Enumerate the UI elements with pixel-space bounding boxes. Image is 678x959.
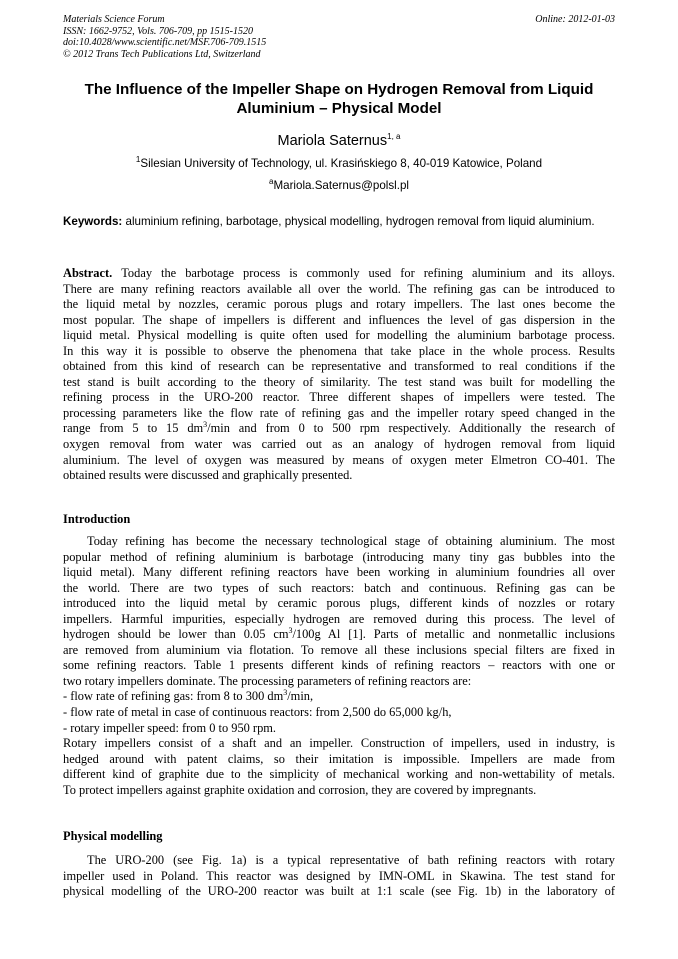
text-line: refining process in the URO-200 reactor. Three different shapes of impellers were tested. The	[63, 390, 615, 405]
physical-modelling-body	[63, 853, 615, 900]
text-line: obtained from this kind of research can be representative and transformed to real conditions if the	[63, 359, 615, 374]
text-line: the liquid metal by nozzles, ceramic porous plugs and rotary impellers. The last ones become the	[63, 297, 615, 312]
text-line: In this way it is possible to observe the phenomena that take place in the whole process. Results	[63, 343, 615, 358]
text-line: oxygen removal from water was carried out as an analogy of hydrogen removal from liquid	[63, 437, 615, 452]
text-line: introduced into the liquid metal by ceramic porous plugs, different kinds of nozzles or rotary	[63, 596, 615, 611]
text-line: Abstract. Today the barbotage process is commonly used for refining aluminium and its alloys.	[63, 266, 616, 280]
text-line: most popular. The shape of impellers is different and influences the level of gas dispersion in the	[63, 312, 615, 327]
text-line: liquid metal. Physical modelling is quite often used for modelling the aluminium barbotage process.	[63, 328, 615, 343]
online-date: Online: 2012-01-03	[535, 14, 615, 25]
journal-header	[63, 14, 615, 60]
text-line: are removed from aluminium via flotation. To remove all these inclusions special filters are fixed in	[63, 642, 615, 657]
keywords-label: Keywords:	[63, 215, 123, 228]
keywords-text: aluminium refining, barbotage, physical modelling, hydrogen removal from liquid aluminium.	[125, 215, 595, 228]
text-line: the world. There are two types of such reactors: batch and continuous. Refining gas can be	[63, 580, 615, 595]
text-line: To protect impellers against graphite oxidation and corrosion, they are covered by impregnants.	[63, 782, 537, 797]
text-line: test stand is built according to the theory of similarity. The test stand was built for modelling the	[63, 374, 615, 389]
text-line: - rotary impeller speed: from 0 to 950 rpm.	[63, 720, 276, 735]
abstract-label: Abstract.	[63, 266, 122, 280]
text-line: obtained results were discussed and graphically presented.	[63, 468, 353, 483]
abstract	[63, 266, 615, 484]
text-line: Rotary impellers consist of a shaft and an impeller. Construction of impellers, used in industry, is	[63, 736, 615, 751]
text-line: There are many refining reactors available all over the world. The refining gas can be introduced to	[63, 281, 615, 296]
text-line: two rotary impellers dominate. The processing parameters of refining reactors are:	[63, 673, 472, 688]
text-line: - flow rate of refining gas: from 8 to 300 $dm^3/\min$,	[63, 688, 314, 704]
doi-line: doi:10.4028/www.scientific.net/MSF.706-709.1515	[63, 37, 267, 48]
copyright-line: © 2012 Trans Tech Publications Ltd, Switzerland	[63, 48, 261, 60]
text-line: liquid metal). Many different refining reactors have been working in aluminium foundries all over	[63, 565, 615, 580]
text-line: impellers. Harmful impurities, especially hydrogen are removed during this process. The level of	[63, 611, 615, 626]
text-line: some refining reactors. Table 1 presents different kinds of refining reactors – reactors with one or	[63, 658, 615, 673]
text-line: range from 5 to 15 $dm^3/\min$ and from 0 to 500 rpm respectively. Additionally the research of	[63, 420, 615, 436]
text-line: hydrogen should be lower than 0.05 $cm^3/100g$ Al [1]. Parts of metallic and nonmetallic inclusions	[63, 626, 615, 642]
text-line: aluminium. The level of oxygen was measured by means of oxygen meter Elmetron CO-401. The	[63, 452, 615, 467]
physical-modelling-heading: Physical modelling	[63, 829, 163, 843]
text-line: hedged around with patent claims, so their imitation is impossible. Impellers are made from	[63, 751, 615, 766]
text-line: different kind of graphite due to the simplicity of mechanical working and non-wettability of metals.	[63, 767, 615, 782]
affiliation: $^1$Silesian University of Technology, ul. Krasińskiego 8, 40-019 Katowice, Poland	[135, 155, 543, 170]
author	[0, 133, 678, 149]
intro-heading: Introduction	[63, 512, 131, 526]
text-line: Today refining has become the necessary technological stage of obtaining aluminium. The most	[87, 534, 615, 548]
text-line: The URO-200 (see Fig. 1a) is a typical representative of bath refining reactors with rotary	[87, 853, 615, 867]
text-line: - flow rate of metal in case of continuous reactors: from 2,500 do 65,000 kg/h,	[63, 705, 452, 720]
author-sup: 1, a	[387, 132, 401, 142]
introduction-body	[63, 534, 615, 798]
text-line: popular method of refining aluminium is barbotage (introducing many tiny gas bubbles into the	[63, 549, 615, 564]
text-line: physical modelling of the URO-200 reactor was built at 1:1 scale (see Fig. 1b) in the laboratory of	[63, 884, 615, 899]
author-name: Mariola Saternus	[277, 133, 388, 149]
text-line: impeller used in Poland. This reactor was designed by IMN-OML in Skawina. The test stand for	[63, 868, 615, 883]
text-line: processing parameters like the flow rate of refining gas and the impeller rotary speed changed in the	[63, 405, 615, 420]
author-email: $^a$Mariola.Saternus@polsl.pl	[269, 177, 409, 192]
paper-title: The Influence of the Impeller Shape on Hydrogen Removal from Liquid Aluminium – Physical Model	[84, 81, 594, 117]
issn-line: ISSN: 1662-9752, Vols. 706-709, pp 1515-1520	[63, 25, 253, 37]
keywords	[63, 214, 615, 230]
journal-name: Materials Science Forum	[63, 14, 165, 25]
